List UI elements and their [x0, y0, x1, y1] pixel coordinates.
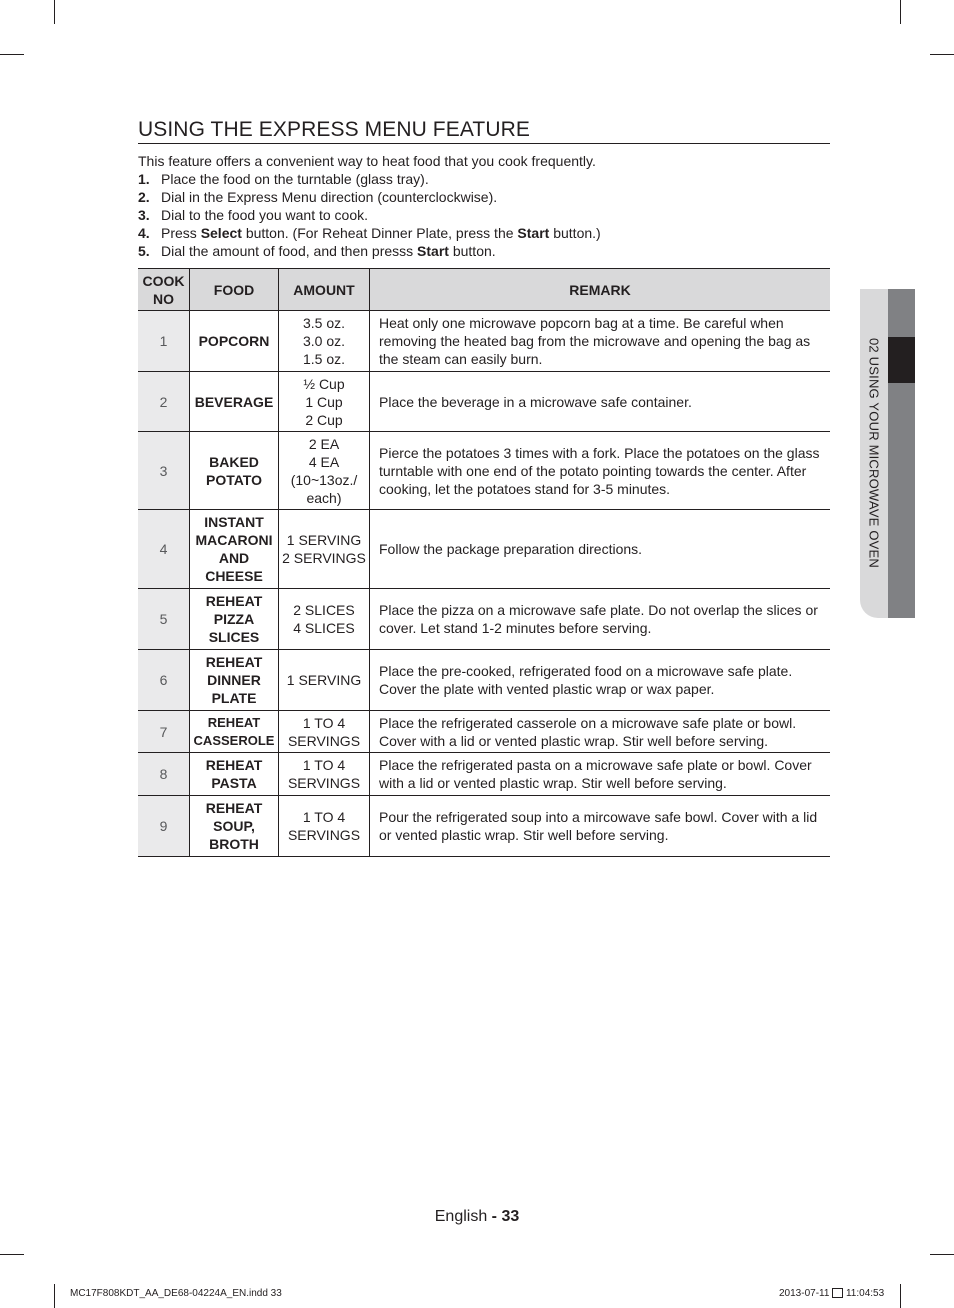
food-cell: BEVERAGE [190, 372, 279, 432]
amount-cell: 1 TO 4 SERVINGS [279, 796, 370, 857]
chapter-tab-text: 02 USING YOUR MICROWAVE OVEN [866, 338, 882, 569]
header-food: FOOD [190, 269, 279, 311]
food-cell: REHEAT PIZZA SLICES [190, 589, 279, 650]
remark-cell: Heat only one microwave popcorn bag at a time. Be careful when removing the heated bag from the microwave and opening the bag as the steam can easily burn. [370, 311, 831, 372]
page-number: 33 [501, 1208, 520, 1225]
start-button-ref: Start [517, 225, 550, 241]
food-cell: BAKED POTATO [190, 432, 279, 510]
header-amount: AMOUNT [279, 269, 370, 311]
steps-list [138, 170, 601, 260]
page-footer [0, 1208, 954, 1226]
table-header-row [138, 269, 830, 311]
food-cell: REHEAT DINNER PLATE [190, 650, 279, 711]
table-row [138, 711, 830, 753]
crop-mark [930, 1254, 954, 1255]
table-row [138, 510, 830, 589]
remark-cell: Pour the refrigerated soup into a mircowave safe bowl. Cover with a lid or vented plastic wrap. Stir well before serving. [370, 796, 831, 857]
amount-cell: 1 TO 4 SERVINGS [279, 711, 370, 753]
amount-cell: 3.5 oz. 3.0 oz. 1.5 oz. [279, 311, 370, 372]
table-row [138, 432, 830, 510]
table-row [138, 796, 830, 857]
remark-cell: Pierce the potatoes 3 times with a fork. Place the potatoes on the glass turntable with one end of the potato pointing towards the center. After cooking, let the potatoes stand for 3-5 minutes. [370, 432, 831, 510]
cook-number-cell: 7 [138, 711, 190, 753]
step-number: 5. [138, 243, 150, 259]
crop-mark [0, 1254, 24, 1255]
chapter-tab-marker [888, 337, 915, 383]
start-button-ref: Start [417, 243, 449, 259]
table-row [138, 753, 830, 796]
food-cell: REHEAT SOUP, BROTH [190, 796, 279, 857]
step-text: Place the food on the turntable (glass tray). [161, 171, 429, 187]
step-number: 2. [138, 189, 150, 205]
food-cell: REHEAT PASTA [190, 753, 279, 796]
cook-number-cell: 5 [138, 589, 190, 650]
table-row [138, 589, 830, 650]
crop-mark [54, 1284, 55, 1308]
food-cell: INSTANT MACARONI AND CHEESE [190, 510, 279, 589]
step-text: Dial the amount of food, and then presss Start button. [161, 243, 496, 259]
remark-cell: Place the pizza on a microwave safe plate. Do not overlap the slices or cover. Let stand 1-2 minutes before serving. [370, 589, 831, 650]
remark-cell: Place the refrigerated pasta on a microwave safe plate or bowl. Cover with a lid or vented plastic wrap. Stir well before serving. [370, 753, 831, 796]
cook-number-cell: 2 [138, 372, 190, 432]
footer-separator: - [487, 1208, 502, 1225]
print-slug-file: MC17F808KDT_AA_DE68-04224A_EN.indd 33 [70, 1288, 282, 1299]
table-row [138, 372, 830, 432]
table-row [138, 650, 830, 711]
step-number: 4. [138, 225, 150, 241]
crop-mark [0, 54, 24, 55]
intro-text: This feature offers a convenient way to heat food that you cook frequently. [138, 153, 596, 169]
footer-language: English [434, 1208, 488, 1225]
header-cook-no: COOK NO [138, 269, 190, 311]
crop-mark [900, 0, 901, 24]
step-item [138, 188, 601, 206]
crop-mark [54, 0, 55, 24]
step-text: Dial to the food you want to cook. [161, 207, 369, 223]
table-row [138, 311, 830, 372]
crop-mark [900, 1284, 901, 1308]
food-cell: REHEAT CASSEROLE [190, 711, 279, 753]
amount-cell: 2 EA 4 EA (10~13oz./ each) [279, 432, 370, 510]
step-number: 3. [138, 207, 150, 223]
cook-number-cell: 1 [138, 311, 190, 372]
step-item [138, 170, 601, 188]
express-menu-table [138, 268, 830, 857]
amount-cell: ½ Cup 1 Cup 2 Cup [279, 372, 370, 432]
cook-number-cell: 6 [138, 650, 190, 711]
step-number: 1. [138, 171, 150, 187]
page-title: USING THE EXPRESS MENU FEATURE [138, 118, 830, 144]
cook-number-cell: 9 [138, 796, 190, 857]
print-slug-timestamp: 2013-07-11 11:04:53 [779, 1288, 885, 1299]
header-remark: REMARK [370, 269, 831, 311]
remark-cell: Place the beverage in a microwave safe container. [370, 372, 831, 432]
amount-cell: 1 SERVING [279, 650, 370, 711]
step-text: Press Select button. (For Reheat Dinner Plate, press the Start button.) [161, 225, 601, 241]
step-item [138, 242, 601, 260]
crop-mark [930, 54, 954, 55]
food-cell: POPCORN [190, 311, 279, 372]
table-body [138, 311, 830, 857]
step-item [138, 206, 601, 224]
chapter-tab-label [860, 289, 888, 618]
amount-cell: 1 TO 4 SERVINGS [279, 753, 370, 796]
cook-number-cell: 8 [138, 753, 190, 796]
amount-cell: 1 SERVING 2 SERVINGS [279, 510, 370, 589]
select-button-ref: Select [200, 225, 242, 241]
step-item [138, 224, 601, 242]
remark-cell: Place the refrigerated casserole on a microwave safe plate or bowl. Cover with a lid or vented plastic wrap. Stir well before serving. [370, 711, 831, 753]
amount-cell: 2 SLICES 4 SLICES [279, 589, 370, 650]
cook-number-cell: 4 [138, 510, 190, 589]
step-text: Dial in the Express Menu direction (counterclockwise). [161, 189, 498, 205]
cook-number-cell: 3 [138, 432, 190, 510]
remark-cell: Place the pre-cooked, refrigerated food on a microwave safe plate. Cover the plate with vented plastic wrap or wax paper. [370, 650, 831, 711]
remark-cell: Follow the package preparation directions. [370, 510, 831, 589]
